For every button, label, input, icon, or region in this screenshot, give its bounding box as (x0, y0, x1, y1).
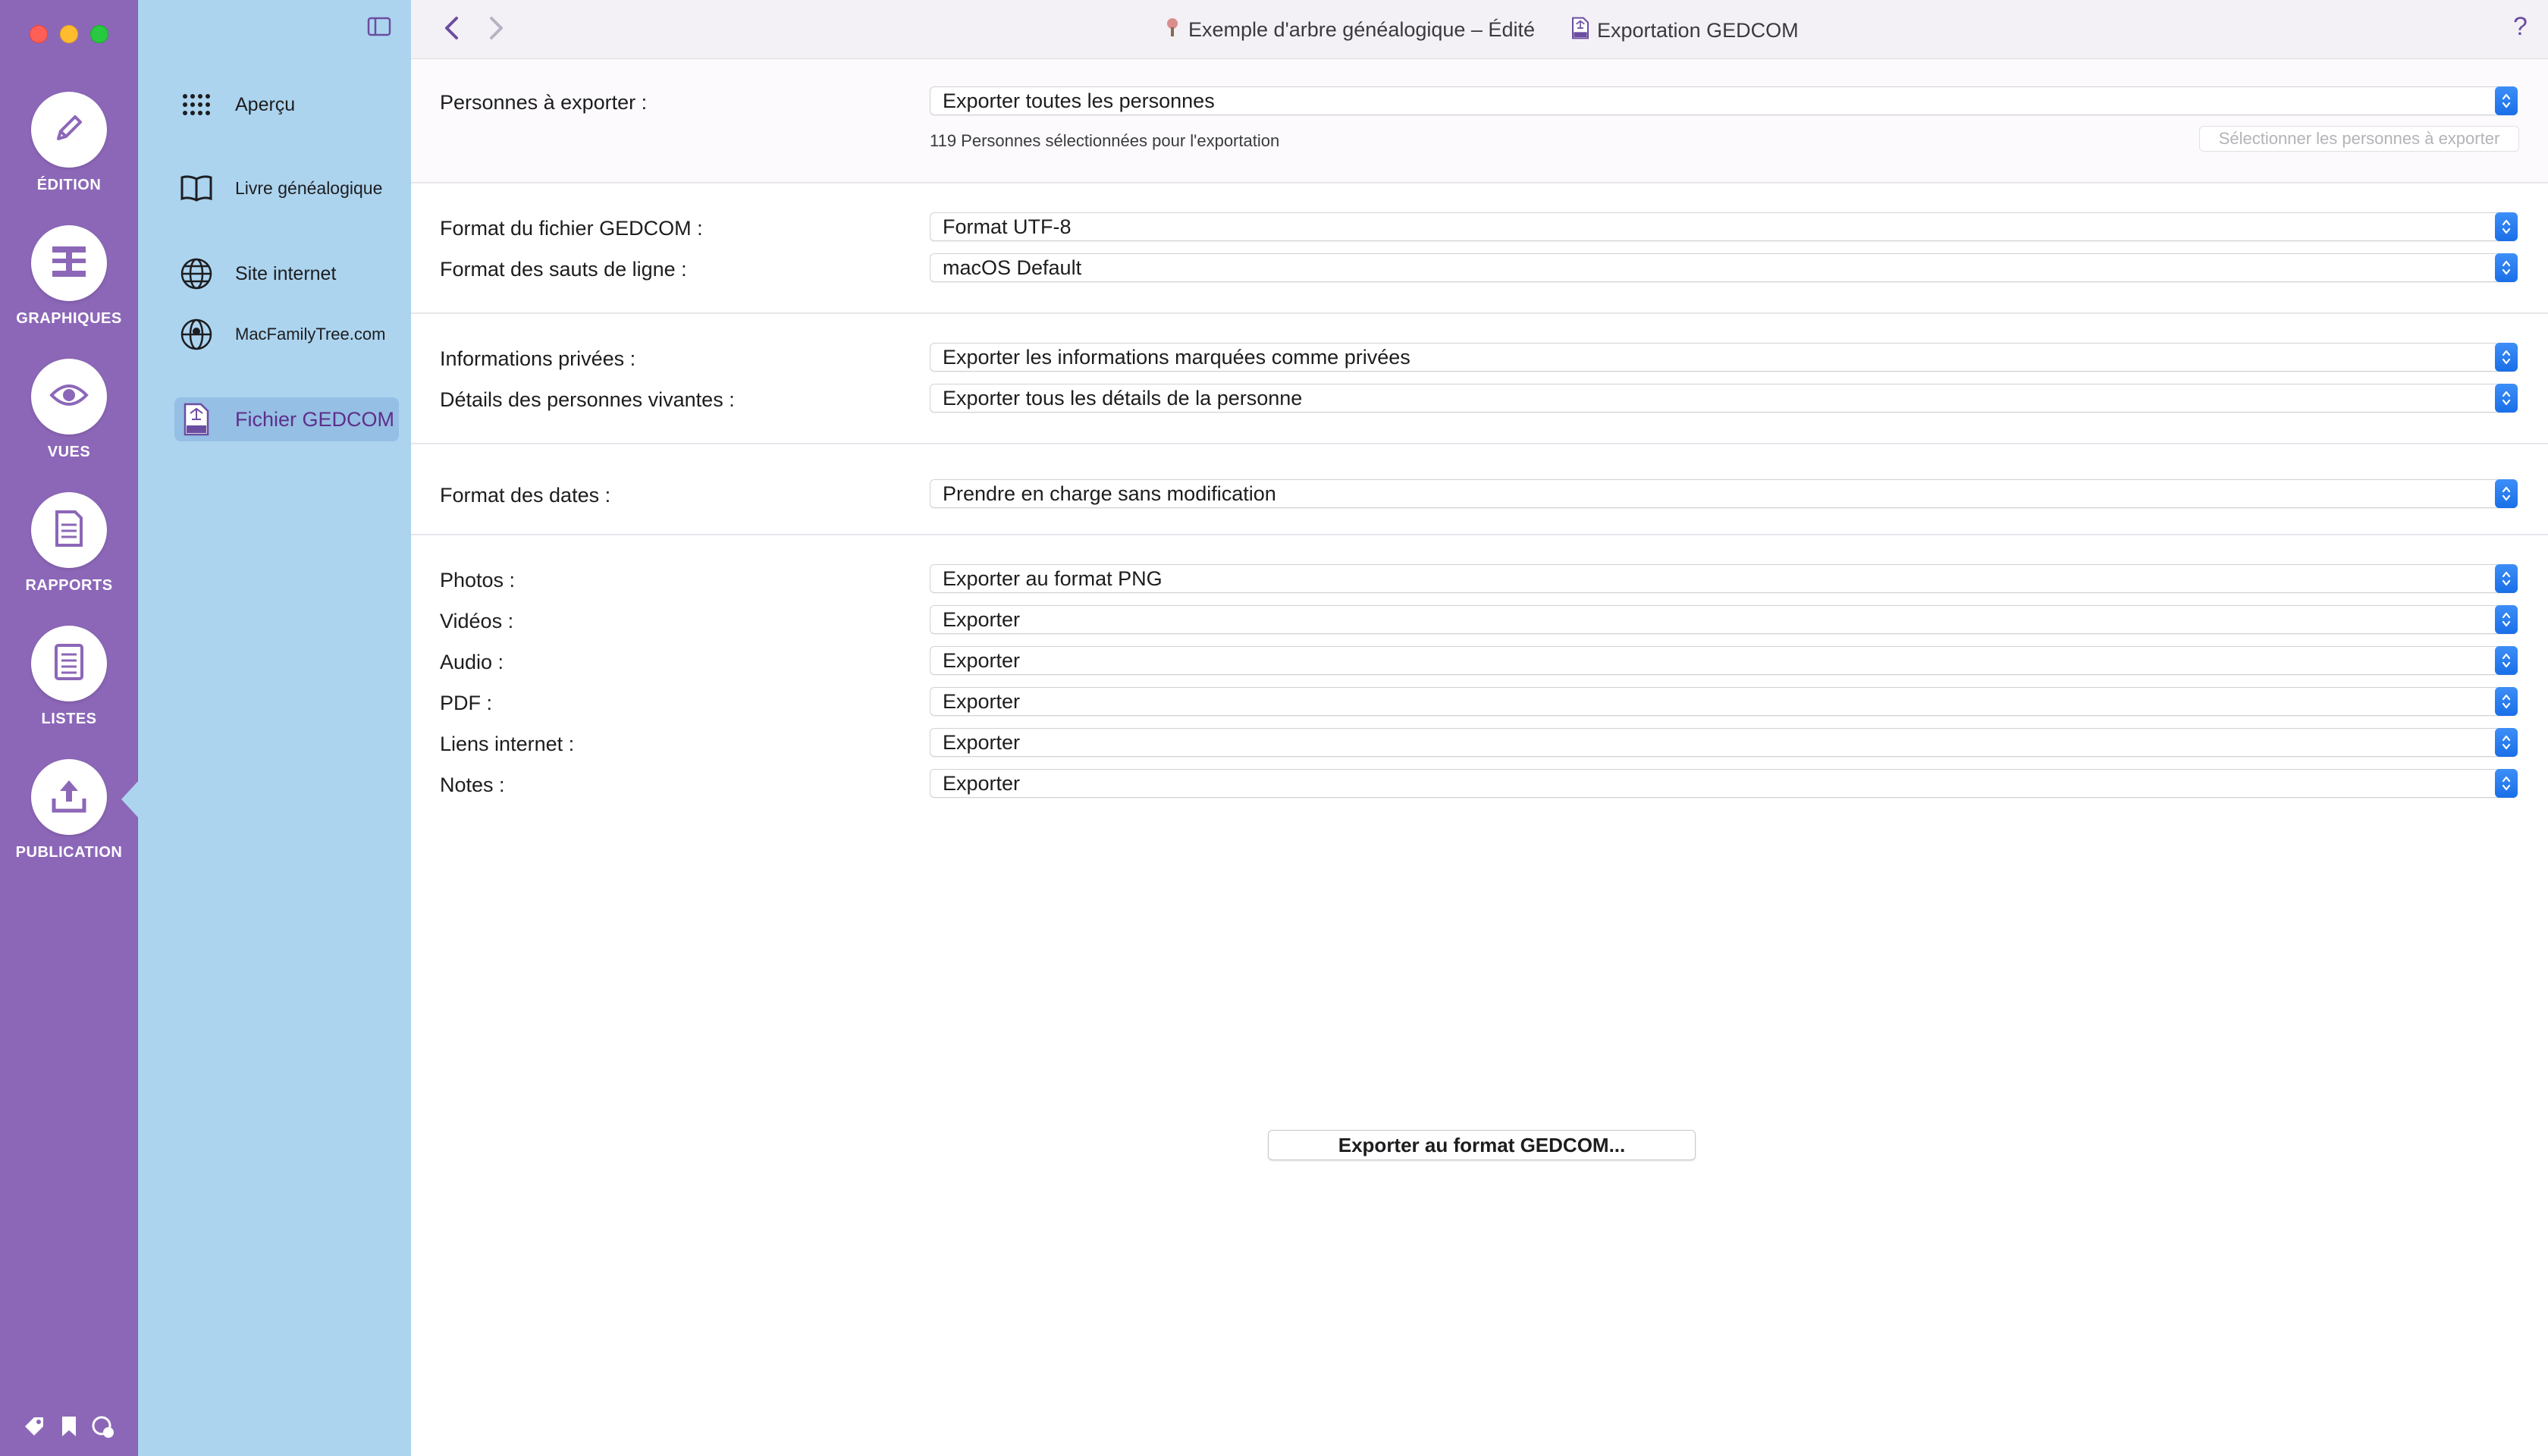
publication-sidebar (138, 0, 411, 1456)
sidebar-item-fichier-gedcom[interactable] (174, 397, 399, 441)
main-mode-rail (0, 0, 138, 1456)
chevron-up-down-icon (2495, 86, 2518, 115)
select-persons-button[interactable]: Sélectionner les personnes à exporter (2199, 126, 2519, 152)
persons-popup[interactable] (930, 86, 2518, 115)
book-icon (177, 169, 215, 207)
links-value: Exporter (943, 731, 1021, 754)
chevron-up-down-icon (2495, 564, 2518, 593)
chevron-up-down-icon (2495, 646, 2518, 675)
minimize-window-button[interactable] (60, 25, 78, 43)
section-divider (411, 443, 2548, 444)
globe-person-icon (177, 315, 215, 353)
upload-icon (49, 777, 89, 817)
audio-label: Audio : (440, 651, 504, 673)
gedcom-file-icon (177, 400, 215, 438)
rail-label: VUES (47, 444, 91, 460)
sidebar-item-apercu[interactable] (174, 83, 399, 127)
rail-item-edition[interactable] (0, 92, 138, 194)
grid-icon (177, 86, 215, 124)
close-window-button[interactable] (30, 25, 48, 43)
file-format-value: Format UTF-8 (943, 215, 1072, 238)
chevron-up-down-icon (2495, 212, 2518, 241)
private-info-value: Exporter les informations marquées comme privées (943, 346, 1410, 369)
export-gedcom-button[interactable]: Exporter au format GEDCOM... (1268, 1130, 1696, 1160)
tag-icon[interactable] (23, 1415, 46, 1442)
notes-popup[interactable] (930, 769, 2518, 798)
sidebar-item-label: MacFamilyTree.com (235, 325, 386, 344)
date-format-label: Format des dates : (440, 484, 611, 507)
rail-label: GRAPHIQUES (16, 310, 122, 327)
rail-item-graphiques[interactable] (0, 225, 138, 328)
links-label: Liens internet : (440, 733, 575, 755)
window-toolbar (411, 0, 2548, 59)
line-breaks-label: Format des sauts de ligne : (440, 258, 687, 281)
photos-value: Exporter au format PNG (943, 567, 1163, 590)
bookmark-icon[interactable] (61, 1415, 77, 1442)
chevron-up-down-icon (2495, 343, 2518, 372)
sidebar-item-macfamilytree[interactable] (174, 312, 399, 356)
export-title (1571, 17, 1799, 45)
date-format-popup[interactable] (930, 479, 2518, 508)
persons-selected-count: 119 Personnes sélectionnées pour l'exportation (930, 131, 1280, 150)
report-icon (54, 510, 84, 551)
pencil-icon (51, 110, 87, 150)
private-info-label: Informations privées : (440, 347, 636, 370)
links-popup[interactable] (930, 728, 2518, 757)
rail-item-listes[interactable] (0, 626, 138, 728)
export-title-text: Exportation GEDCOM (1597, 19, 1799, 42)
document-title-text: Exemple d'arbre généalogique – Édité (1188, 18, 1535, 41)
rail-selection-pointer (121, 780, 140, 819)
chevron-right-icon[interactable] (487, 15, 507, 45)
photos-popup[interactable] (930, 564, 2518, 593)
living-details-value: Exporter tous les détails de la personne (943, 387, 1303, 410)
audio-value: Exporter (943, 649, 1021, 672)
sidebar-item-livre-genealogique[interactable] (174, 166, 399, 210)
section-divider (411, 182, 2548, 184)
zoom-window-button[interactable] (90, 25, 108, 43)
chevron-up-down-icon (2495, 687, 2518, 716)
rail-label: ÉDITION (36, 177, 102, 193)
sync-icon[interactable] (91, 1415, 115, 1443)
private-info-popup[interactable] (930, 343, 2518, 372)
rail-label: RAPPORTS (25, 577, 113, 594)
gedcom-export-form (411, 59, 2548, 1456)
sidebar-item-label: Site internet (235, 262, 337, 284)
chevron-up-down-icon (2495, 253, 2518, 282)
section-divider (411, 312, 2548, 314)
rail-item-publication[interactable] (0, 759, 138, 861)
videos-label: Vidéos : (440, 610, 514, 632)
file-format-label: Format du fichier GEDCOM : (440, 217, 703, 240)
globe-icon (177, 255, 215, 293)
living-details-popup[interactable] (930, 384, 2518, 413)
notes-label: Notes : (440, 774, 505, 796)
chevron-left-icon[interactable] (441, 15, 461, 45)
chevron-up-down-icon (2495, 384, 2518, 413)
rail-item-rapports[interactable] (0, 492, 138, 595)
pdf-value: Exporter (943, 690, 1021, 713)
sidebar-item-label: Fichier GEDCOM (235, 407, 395, 431)
chart-icon (48, 243, 90, 284)
chevron-up-down-icon (2495, 605, 2518, 634)
pdf-label: PDF : (440, 692, 493, 714)
persons-value: Exporter toutes les personnes (943, 89, 1215, 112)
date-format-value: Prendre en charge sans modification (943, 482, 1276, 505)
line-breaks-value: macOS Default (943, 256, 1082, 279)
chevron-up-down-icon (2495, 479, 2518, 508)
rail-item-vues[interactable] (0, 359, 138, 461)
photos-label: Photos : (440, 569, 516, 592)
persons-section (411, 59, 2548, 182)
living-details-label: Détails des personnes vivantes : (440, 388, 735, 411)
sidebar-item-label: Aperçu (235, 93, 296, 115)
document-title (1164, 17, 1535, 43)
rail-label: LISTES (41, 711, 97, 727)
persons-label: Personnes à exporter : (440, 91, 648, 114)
videos-popup[interactable] (930, 605, 2518, 634)
chevron-up-down-icon (2495, 728, 2518, 757)
chevron-up-down-icon (2495, 769, 2518, 798)
sidebar-toggle-icon[interactable] (367, 17, 391, 40)
list-icon (54, 643, 84, 685)
file-format-popup[interactable] (930, 212, 2518, 241)
videos-value: Exporter (943, 608, 1021, 631)
notes-value: Exporter (943, 772, 1021, 795)
gedcom-file-icon (1571, 17, 1589, 45)
sidebar-item-site-internet[interactable] (174, 252, 399, 296)
tree-document-icon (1164, 17, 1181, 43)
section-divider (411, 534, 2548, 535)
eye-icon (49, 381, 89, 413)
pdf-popup[interactable] (930, 687, 2518, 716)
sidebar-item-label: Livre généalogique (235, 177, 383, 198)
audio-popup[interactable] (930, 646, 2518, 675)
help-icon[interactable]: ? (2513, 12, 2528, 41)
rail-label: PUBLICATION (15, 844, 123, 861)
line-breaks-popup[interactable] (930, 253, 2518, 282)
